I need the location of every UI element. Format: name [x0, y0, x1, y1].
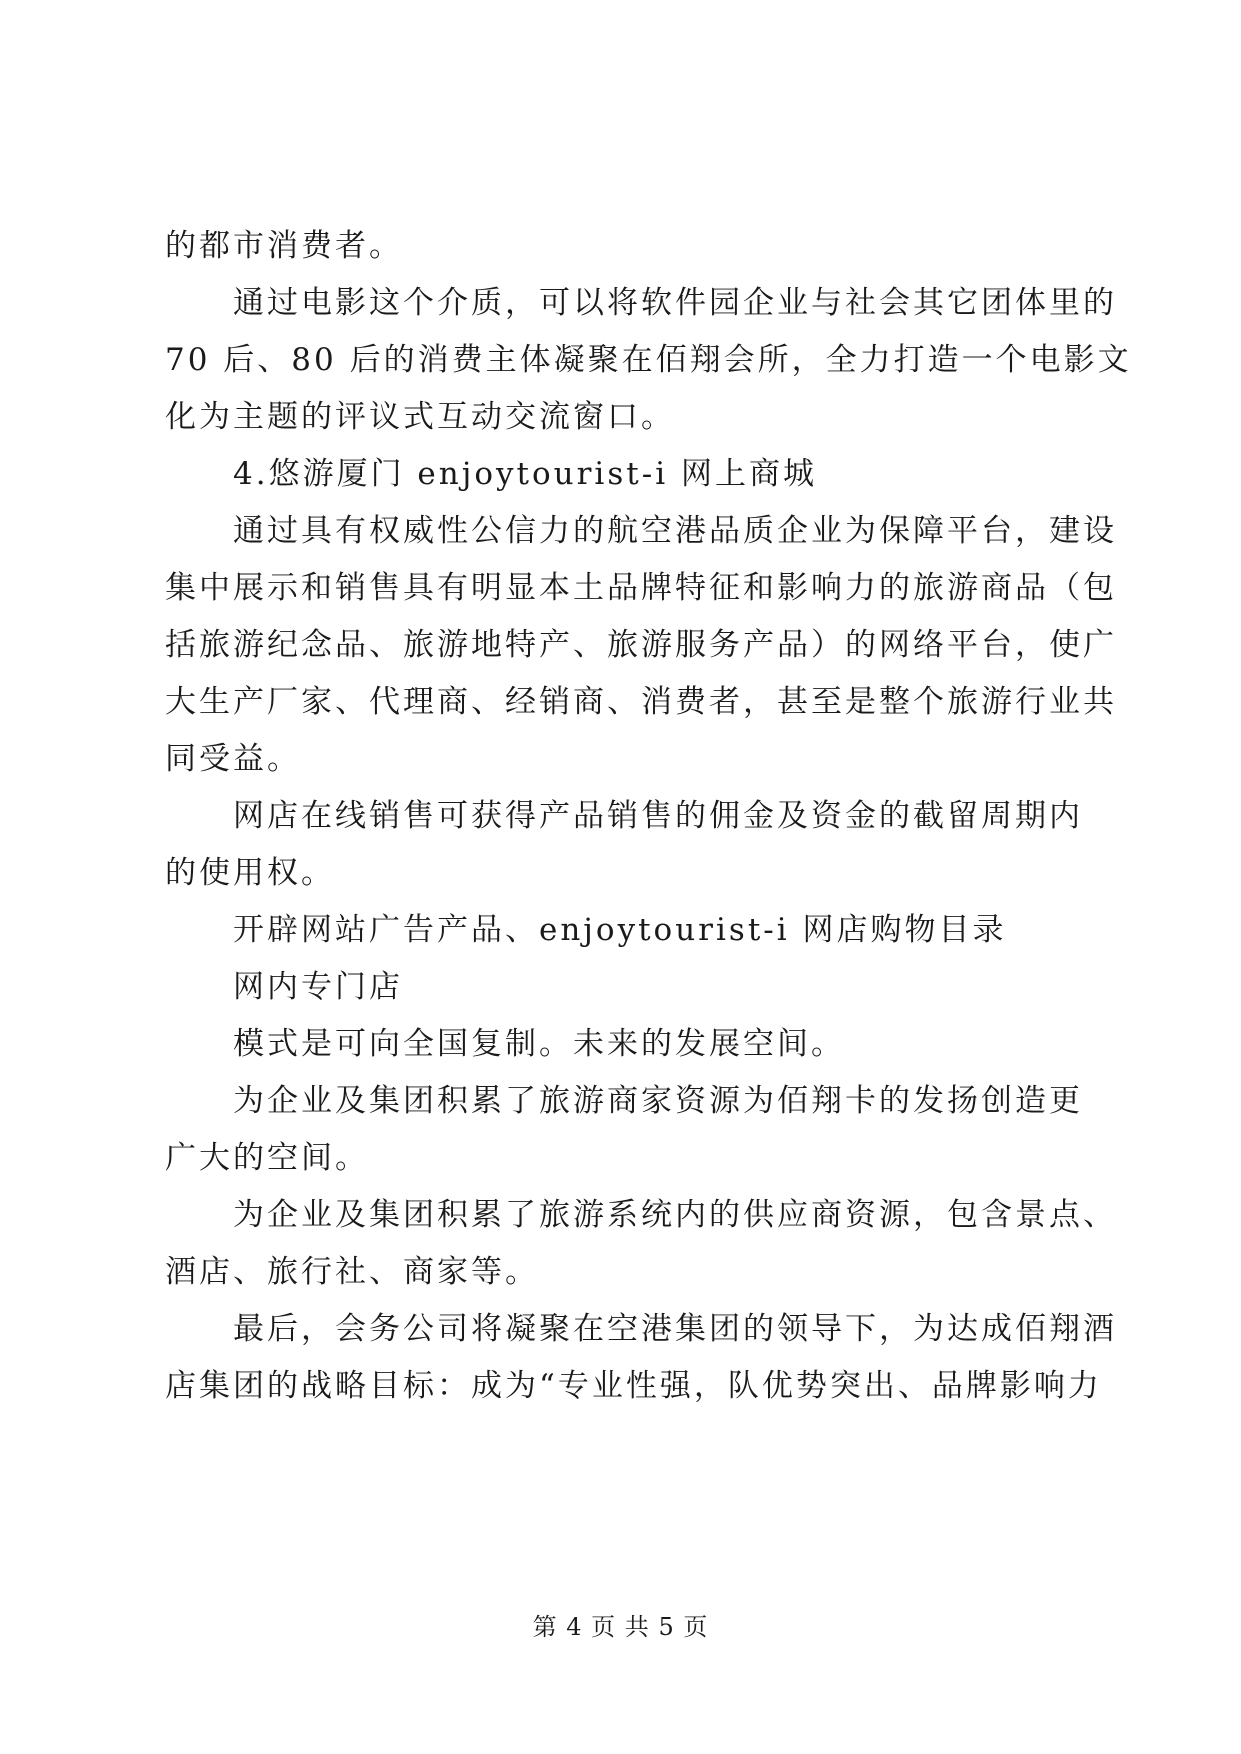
text-line: 为企业及集团积累了旅游系统内的供应商资源，包含景点、: [233, 1197, 1117, 1233]
text-line: 模式是可向全国复制。未来的发展空间。: [233, 1026, 845, 1062]
text-line: 最后，会务公司将凝聚在空港集团的领导下，为达成佰翔酒: [233, 1311, 1117, 1347]
text-line: 大生产厂家、代理商、经销商、消费者，甚至是整个旅游行业共: [165, 684, 1117, 720]
text-line: 的使用权。: [165, 855, 335, 891]
text-line: 70 后、80 后的消费主体凝聚在佰翔会所，全力打造一个电影文: [165, 342, 1132, 378]
text-line: 开辟网站广告产品、enjoytourist-i 网店购物目录: [233, 912, 1007, 948]
section-heading: 4.悠游厦门 enjoytourist-i 网上商城: [233, 456, 817, 492]
text-line: 通过具有权威性公信力的航空港品质企业为保障平台，建设: [233, 513, 1117, 549]
text-line: 网内专门店: [233, 969, 403, 1005]
text-line: 为企业及集团积累了旅游商家资源为佰翔卡的发扬创造更: [233, 1083, 1083, 1119]
text-line: 化为主题的评议式互动交流窗口。: [165, 399, 675, 435]
text-line: 括旅游纪念品、旅游地特产、旅游服务产品）的网络平台，使广: [165, 627, 1117, 663]
text-line: 的都市消费者。: [165, 228, 403, 264]
text-line: 店集团的战略目标：成为“专业性强，队优势突出、品牌影响力: [165, 1368, 1102, 1404]
text-line: 网店在线销售可获得产品销售的佣金及资金的截留周期内: [233, 798, 1083, 834]
text-line: 同受益。: [165, 741, 301, 777]
text-line: 集中展示和销售具有明显本土品牌特征和影响力的旅游商品（包: [165, 570, 1117, 606]
text-line: 广大的空间。: [165, 1140, 369, 1176]
text-line: 酒店、旅行社、商家等。: [165, 1254, 539, 1290]
page-number-footer: 第 4 页 共 5 页: [532, 1613, 709, 1641]
text-line: 通过电影这个介质，可以将软件园企业与社会其它团体里的: [233, 285, 1117, 321]
